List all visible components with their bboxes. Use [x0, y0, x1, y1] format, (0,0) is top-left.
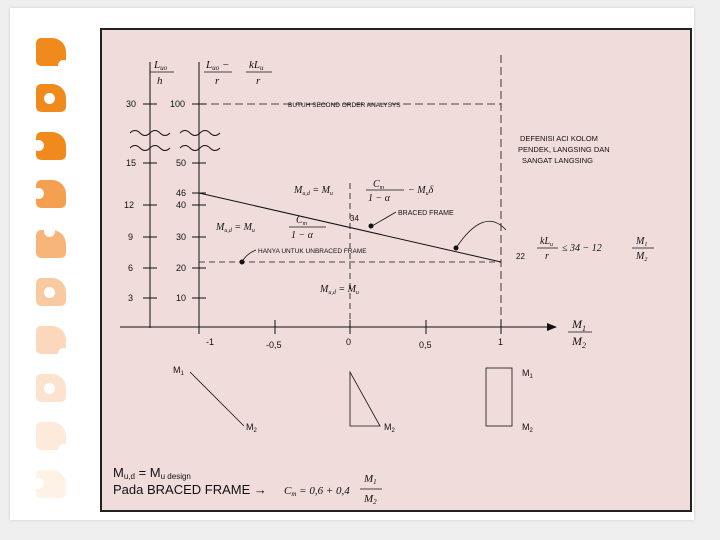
svg-text:Mu,d = Mu: $M_{u,d} = M_u$ [294, 185, 333, 197]
svg-text:M1: $M_1$ [636, 236, 648, 248]
svg-text:kLu: $kL_u$ [540, 236, 553, 248]
svg-text:r: r [545, 251, 549, 262]
left-tick-label: 9 [128, 232, 134, 242]
braced-pointer [372, 212, 396, 226]
top-label: BUTUH SECOND ORDER ANALYSYS [288, 102, 401, 109]
limit-pointer-dot [454, 246, 459, 251]
x-tick-label: -0,5 [266, 340, 282, 350]
limit-pointer [456, 221, 506, 248]
left-tick-label: 6 [128, 263, 134, 273]
moment-shape-single-curvature [173, 365, 258, 434]
svg-text:kLu: kLu [249, 59, 264, 72]
x-tick-label: 0 [346, 337, 352, 347]
svg-text:Cm: $C_m$ [373, 179, 385, 191]
svg-text:Cm = 0,6 + 0,4: Cm = 0,6 + 0,4 [284, 485, 350, 498]
svg-text:Luo: Luo [154, 59, 168, 72]
formula-l-h [150, 59, 174, 87]
formula-limit [0, 0, 654, 263]
left-tick-label: 30 [126, 99, 137, 109]
svg-text:M1: M1 [364, 473, 377, 486]
bottom-note-line2: Pada BRACED FRAME → [113, 482, 267, 497]
x-tick-label: -1 [206, 337, 215, 347]
right-tick-label: 30 [176, 232, 187, 242]
cm-formula [284, 473, 382, 506]
svg-text:M2: $M_2$ [636, 251, 648, 263]
svg-text:r: r [256, 75, 261, 87]
moment-shape-triangle [350, 372, 396, 434]
x-tick-label: 1 [498, 337, 504, 347]
svg-text:M1: $M_1$ [522, 368, 533, 380]
svg-text:M1: $M_1$ [572, 317, 586, 333]
left-tick-label: 3 [128, 293, 134, 303]
right-tick-label: 20 [176, 263, 187, 273]
defenisi-label: DEFENISI ACI KOLOM PENDEK, LANGSING DAN SANGAT LANGSING [518, 134, 610, 165]
right-tick-label: 50 [176, 158, 187, 168]
right-tick-label: 46 [176, 188, 187, 198]
svg-text:Luo −: Luo − [206, 59, 230, 72]
right-tick-label: 40 [176, 200, 187, 210]
svg-text:Cm: $C_m$ [296, 215, 308, 227]
formula-l-r [204, 59, 272, 87]
formula-braced [0, 0, 326, 241]
bottom-note-line1: Mu,d = Mu design [113, 465, 191, 481]
svg-text:M2: $M_2$ [246, 422, 257, 434]
unbraced-frame-label: HANYA UNTUK UNBRACED FRAME [258, 248, 367, 255]
svg-text:r: r [215, 75, 220, 87]
svg-text:h: h [157, 75, 163, 87]
svg-text:Mu,d = Mu: $M_{u,d} = M_u$ [216, 222, 255, 234]
value-22: 22 [516, 252, 525, 261]
moment-shape-rectangle [486, 368, 534, 434]
braced-frame-label: BRACED FRAME [398, 210, 454, 217]
left-tick-label: 15 [126, 158, 137, 168]
svg-text:≤ 34 − 12: ≤ 34 − 12 [562, 243, 602, 254]
svg-text:M2: $M_2$ [384, 422, 395, 434]
x-axis-label [568, 317, 592, 350]
right-tick-label: 100 [170, 99, 186, 109]
svg-text:M2: M2 [364, 493, 377, 506]
svg-text:Mu,d = Mu: $M_{u,d} = M_u$ [320, 284, 359, 296]
value-34: 34 [350, 214, 359, 223]
unbraced-pointer-dot [240, 260, 245, 265]
braced-pointer-dot [369, 224, 374, 229]
axis-break-marks [130, 131, 220, 151]
svg-text:M1: $M_1$ [173, 365, 184, 377]
svg-text:1 − α: 1 − α [368, 193, 390, 204]
svg-text:− Muδ: − $M_u\delta$ [408, 185, 434, 197]
svg-text:1 − α: 1 − α [291, 230, 313, 241]
left-tick-label: 12 [124, 200, 135, 210]
svg-text:M2: $M_2$ [522, 422, 533, 434]
x-tick-label: 0,5 [419, 340, 432, 350]
unbraced-pointer [242, 250, 256, 262]
svg-text:M2: $M_2$ [572, 334, 586, 350]
right-tick-label: 10 [176, 293, 187, 303]
